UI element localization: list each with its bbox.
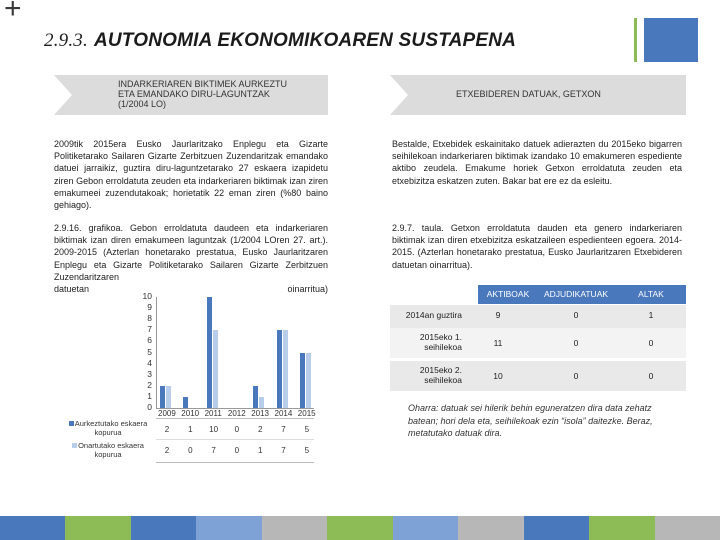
y-tick-label: 1: [147, 390, 152, 401]
page-title: [44, 30, 516, 52]
row-label-line: 2015eko 2.: [419, 365, 462, 375]
accent-square: [644, 18, 698, 62]
x-tick-label: 2015: [297, 409, 316, 418]
y-tick-label: 10: [142, 291, 152, 301]
table-cell: 1: [648, 310, 654, 320]
heading-line: (1/2004 LO): [118, 99, 167, 109]
chevron-right-icon: [54, 75, 72, 115]
data-table-value: 2: [164, 425, 170, 434]
heading-line: ETA EMANDAKO DIRU-LAGUNTZAK: [118, 89, 270, 99]
footer-strip-segment: [196, 516, 262, 540]
caption-fragment: oinarritua): [287, 284, 328, 295]
left-section-heading-bar: [54, 75, 328, 115]
data-table-value: 0: [234, 446, 240, 455]
data-table-grid: [156, 418, 314, 463]
data-table-value: 2: [164, 446, 170, 455]
section-title: AUTONOMIA EKONOMIKOAREN SUSTAPENA: [93, 30, 517, 51]
data-table-value: 1: [257, 446, 263, 455]
bar-approved-2013: [259, 397, 264, 408]
footer-strip-segment: [131, 516, 197, 540]
data-table-separator: [156, 439, 314, 440]
x-tick-label: 2010: [181, 409, 200, 418]
bar-approved-2011: [213, 330, 218, 408]
legend-label: Onartutako eskaera kopurua: [78, 441, 144, 459]
footer-strip-segment: [0, 516, 66, 540]
bar-approved-2014: [283, 330, 288, 408]
legend-entry-approved: [60, 441, 156, 459]
table-row-label: [390, 365, 462, 385]
bar-approved-2015: [306, 353, 311, 409]
x-tick-label: 2012: [227, 409, 246, 418]
footer-strip-segment: [524, 516, 590, 540]
right-section-heading-bar: [390, 75, 686, 115]
footer-strip-segment: [655, 516, 720, 540]
x-tick-label: 2011: [204, 409, 222, 418]
left-section-heading: [118, 79, 287, 109]
right-section-heading: ETXEBIDEREN DATUAK, GETXON: [456, 89, 601, 99]
table-cell: 11: [493, 338, 503, 348]
table-row: [390, 361, 686, 391]
table-row-label: [390, 332, 462, 352]
table-cell: 9: [495, 310, 501, 320]
y-tick-label: 7: [147, 324, 152, 335]
legend-entry-submitted: [60, 419, 156, 437]
row-label-line: 2014an guztira: [405, 310, 462, 320]
footer-strip-segment: [458, 516, 524, 540]
row-label-line: 2015eko 1.: [419, 332, 462, 342]
table-cell: 10: [493, 371, 503, 381]
footer-strip-segment: [327, 516, 393, 540]
chart-caption-end: [54, 283, 328, 295]
footer-strip-segment: [589, 516, 655, 540]
row-label-line: seihilekoa: [424, 342, 462, 352]
table-row-label: [390, 310, 462, 320]
data-table-value: 7: [211, 446, 216, 455]
data-table-value: 0: [188, 446, 193, 455]
note-line: Oharra: datuak sei hilerik behin eguneratzen dira data zehatz: [408, 403, 652, 413]
footer-strip-segment: [262, 516, 328, 540]
section-number: 2.9.3.: [44, 30, 88, 51]
heading-line: INDARKERIAREN BIKTIMEK AURKEZTU: [118, 79, 288, 89]
right-paragraph-2: 2.9.7. taula. Getxon erroldatuta dauden eta genero indarkeriaren biktimak izan diren etxebizitza eskatzaileen espedienteen egoera. 2014-2015. (Azterlan honetarako prestatua, Eusko Jaurlaritzaren Etxebideren datuetan oinarritua).: [392, 223, 682, 270]
table-cell: 0: [648, 338, 654, 348]
table-header-cell: AKTIBOAK: [486, 289, 530, 299]
bar-submitted-2014: [277, 330, 282, 408]
bar-submitted-2013: [253, 386, 258, 408]
chart-axis-line: [156, 297, 157, 408]
y-tick-label: 8: [147, 313, 152, 324]
data-table-value: 7: [281, 446, 286, 455]
note-line: metatutako datuak dira.: [408, 428, 503, 438]
table-cell: 0: [573, 310, 579, 320]
table-cell: 0: [573, 338, 579, 348]
data-table-value: 5: [304, 446, 310, 455]
chevron-right-icon: [390, 75, 408, 115]
footer-strip-segment: [393, 516, 459, 540]
table-note: [408, 402, 688, 440]
table-row: [390, 328, 686, 358]
bar-submitted-2010: [183, 397, 188, 408]
x-tick-label: 2014: [274, 409, 293, 418]
y-tick-label: 4: [147, 357, 152, 368]
bar-submitted-2009: [160, 386, 165, 408]
bar-approved-2009: [166, 386, 171, 408]
table-header-cell: ADJUDIKATUAK: [543, 289, 609, 299]
note-line: batean; hori dela eta, seihilekoak ezin “isola” daitezke. Beraz,: [408, 415, 653, 426]
x-tick-label: 2013: [251, 409, 269, 418]
x-tick-label: 2009: [158, 409, 176, 418]
chart-caption: 2.9.16. grafikoa. Gebon erroldatuta daudeen eta indarkeriaren biktimak izan diren emakumeen laguntzak (1/2004 LOren 27. art.). 2009-2015 (Azterlan honetarako prestatua, Eusko Jaurlaritzaren Enplegu eta Gizarte Politiketarako Sailaren Gizarte Zerbitzuen Zuzendaritzaren: [54, 223, 328, 282]
plus-icon: +: [4, 0, 22, 25]
bar-submitted-2015: [300, 353, 305, 409]
y-tick-label: 2: [147, 379, 152, 390]
y-tick-label: 6: [147, 335, 152, 346]
data-table-value: 5: [304, 425, 310, 434]
legend-swatch: [72, 443, 77, 448]
data-table-value: 0: [234, 425, 240, 434]
data-table-value: 1: [188, 425, 193, 434]
table-cell: 0: [573, 371, 579, 381]
chart-baseline: [156, 408, 314, 409]
data-table-value: 7: [281, 425, 286, 434]
legend-swatch: [69, 421, 74, 426]
y-tick-label: 5: [147, 346, 152, 357]
right-paragraph-1: Bestalde, Etxebidek eskainitako datuek adierazten du 2015eko bigarren seihilekoan indarkeriaren biktimak izandako 10 emakumeren espediente aktibo zeudela. Emakume horiek Getxon erroldatuta zeuden eta etxebizitza eskatzen zuten. Bakar bat ere ez da esleitu.: [392, 139, 682, 186]
legend-label: Aurkeztutako eskaera kopurua: [74, 419, 148, 437]
y-tick-label: 0: [147, 402, 152, 412]
footer-strip-segment: [65, 516, 131, 540]
accent-divider: [634, 18, 637, 62]
bar-submitted-2011: [207, 297, 212, 408]
table-cell: 0: [648, 371, 654, 381]
data-table-value: 10: [209, 425, 219, 434]
row-label-line: seihilekoa: [424, 375, 462, 385]
left-paragraph-2: [54, 222, 328, 295]
data-table-value: 2: [257, 425, 263, 434]
table-header-cell: ALTAK: [638, 289, 664, 299]
caption-fragment: datuetan: [54, 284, 90, 295]
y-tick-label: 9: [147, 302, 152, 313]
left-paragraph-1: 2009tik 2015era Eusko Jaurlaritzako Enplegu eta Gizarte Politiketarako Sailaren Gizarte Zerbitzuen Zuzendaritzak emandako datuei jarraikiz, guztira diru-laguntzetarako 27 eskaera izapidetu ziren Gebon erroldatuta zeuden eta indarkeriaren biktimak izan ziren emakumeei zuzendutakoak; horietatik 22 eman ziren (%80 baino gehiago).: [54, 139, 328, 211]
y-tick-label: 3: [147, 368, 152, 379]
